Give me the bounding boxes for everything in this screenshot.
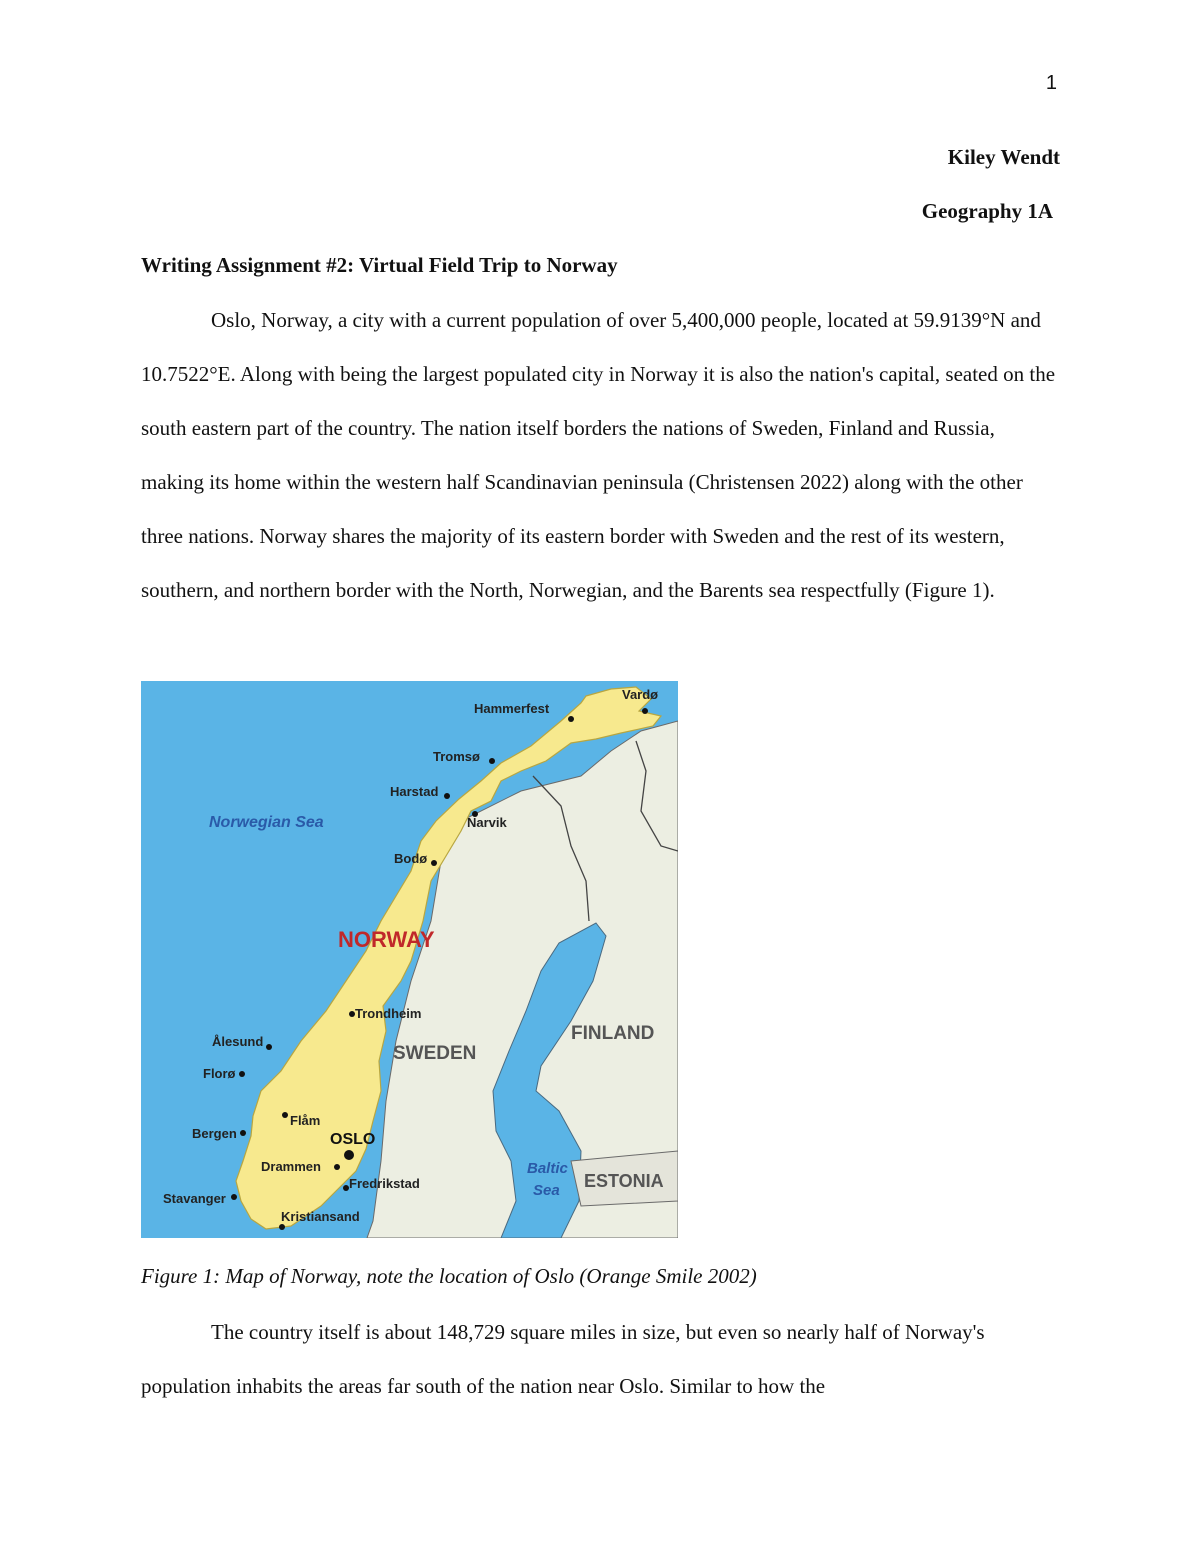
label-hammerfest: Hammerfest — [474, 701, 550, 716]
label-vardo: Vardø — [622, 687, 659, 702]
paragraph-intro-text: Oslo, Norway, a city with a current population of over 5,400,000 people, located at 59.9139°N and 10.7522°E. Along with being the largest populated city in Norway it is also the nation's capital, seated on the south eastern part of the country. The nation itself borders the nations of Sweden, Finland and Russia, making its home within the western half Scandinavian peninsula (Christensen 2022) along with the other three nations. Norway shares the majority of its eastern border with Sweden and the rest of its western, southern, and northern border with the North, Norwegian, and the Barents sea respectfully (Figure 1). — [141, 308, 1056, 602]
label-alesund: Ålesund — [212, 1034, 264, 1049]
city-dot-floro — [239, 1071, 245, 1077]
paragraph-intro — [141, 293, 1061, 617]
city-dot-flam — [282, 1112, 288, 1118]
label-narvik: Narvik — [467, 815, 507, 830]
author-name: Kiley Wendt — [947, 145, 1060, 169]
label-kristiansand: Kristiansand — [281, 1209, 360, 1224]
label-bergen: Bergen — [192, 1126, 237, 1141]
city-dot-alesund — [266, 1044, 272, 1050]
label-sweden: SWEDEN — [393, 1043, 477, 1064]
label-oslo: OSLO — [330, 1131, 376, 1148]
city-dot-vardo — [642, 708, 648, 714]
city-dot-hammerfest — [568, 716, 574, 722]
label-finland: FINLAND — [571, 1023, 655, 1044]
city-dot-harstad — [444, 793, 450, 799]
label-fredrikstad: Fredrikstad — [349, 1176, 420, 1191]
city-dot-kristiansand — [279, 1224, 285, 1230]
label-estonia: ESTONIA — [584, 1171, 664, 1191]
label-harstad: Harstad — [390, 784, 439, 799]
label-bodo: Bodø — [394, 851, 428, 866]
label-floro: Florø — [203, 1066, 236, 1081]
city-dot-bergen — [240, 1130, 246, 1136]
label-norway: NORWAY — [338, 927, 435, 952]
assignment-title: Writing Assignment #2: Virtual Field Trip to Norway — [141, 253, 618, 277]
label-norwegian-sea: Norwegian Sea — [209, 814, 324, 831]
norway-map — [141, 681, 678, 1238]
city-dot-stavanger — [231, 1194, 237, 1200]
figure-caption: Figure 1: Map of Norway, note the location of Oslo (Orange Smile 2002) — [141, 1264, 757, 1288]
paragraph-size-text: The country itself is about 148,729 square miles in size, but even so nearly half of Norway's population inhabits the areas far south of the nation near Oslo. Similar to how the — [141, 1320, 985, 1398]
course-name: Geography 1A — [921, 199, 1053, 223]
label-drammen: Drammen — [261, 1159, 321, 1174]
label-baltic-sea: Sea — [533, 1182, 560, 1199]
label-baltic: Baltic — [527, 1160, 568, 1177]
label-flam: Flåm — [290, 1113, 321, 1128]
oslo-marker — [344, 1150, 354, 1160]
paragraph-size — [141, 1305, 1061, 1413]
city-dot-tromso — [489, 758, 495, 764]
label-stavanger: Stavanger — [163, 1191, 226, 1206]
city-dot-bodo — [431, 860, 437, 866]
label-trondheim: Trondheim — [355, 1006, 422, 1021]
page-number: 1 — [1045, 72, 1057, 94]
label-tromso: Tromsø — [433, 749, 480, 764]
city-dot-drammen — [334, 1164, 340, 1170]
